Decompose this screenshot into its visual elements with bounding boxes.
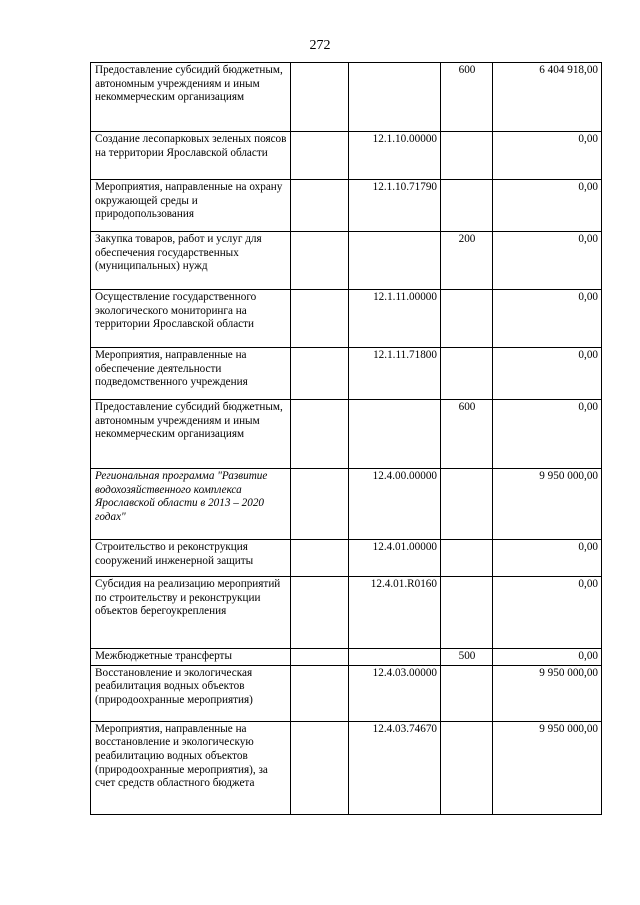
row-sum-cell: 0,00 xyxy=(493,400,602,469)
row-code-cell: 12.1.10.71790 xyxy=(349,180,441,232)
row-sum-cell: 0,00 xyxy=(493,290,602,348)
budget-table-body xyxy=(91,63,602,815)
row-type-cell xyxy=(441,180,493,232)
row-sum-cell: 9 950 000,00 xyxy=(493,469,602,540)
row-type-cell xyxy=(441,132,493,180)
row-empty-cell xyxy=(291,649,349,666)
row-sum-cell: 9 950 000,00 xyxy=(493,721,602,814)
page-number: 272 xyxy=(309,38,331,53)
row-sum-cell: 0,00 xyxy=(493,348,602,400)
row-sum-cell: 0,00 xyxy=(493,132,602,180)
row-type-cell xyxy=(441,290,493,348)
row-code-cell: 12.4.03.74670 xyxy=(349,721,441,814)
table-row xyxy=(91,348,602,400)
row-sum-cell: 0,00 xyxy=(493,232,602,290)
row-empty-cell xyxy=(291,63,349,132)
row-sum-cell: 9 950 000,00 xyxy=(493,665,602,721)
row-name-cell: Предоставление субсидий бюджетным, автономным учреждениям и иным некоммерческим организациям xyxy=(91,400,291,469)
row-type-cell: 600 xyxy=(441,63,493,132)
row-type-cell: 500 xyxy=(441,649,493,666)
table-row xyxy=(91,721,602,814)
row-sum-cell: 0,00 xyxy=(493,577,602,649)
row-empty-cell xyxy=(291,540,349,577)
table-row xyxy=(91,665,602,721)
row-code-cell: 12.1.11.00000 xyxy=(349,290,441,348)
row-name-cell: Восстановление и экологическая реабилитация водных объектов (природоохранные мероприятия) xyxy=(91,665,291,721)
row-name-cell: Мероприятия, направленные на охрану окружающей среды и природопользования xyxy=(91,180,291,232)
row-type-cell xyxy=(441,540,493,577)
budget-table xyxy=(90,62,602,815)
table-row xyxy=(91,180,602,232)
table-row xyxy=(91,649,602,666)
table-row xyxy=(91,577,602,649)
row-name-cell: Предоставление субсидий бюджетным, автономным учреждениям и иным некоммерческим организациям xyxy=(91,63,291,132)
row-empty-cell xyxy=(291,348,349,400)
row-code-cell xyxy=(349,232,441,290)
row-sum-cell: 0,00 xyxy=(493,180,602,232)
row-name-cell: Региональная программа "Развитие водохозяйственного комплекса Ярославской области в 2013 – 2020 годах" xyxy=(91,469,291,540)
row-name-cell: Субсидия на реализацию мероприятий по строительству и реконструкции объектов берегоукрепления xyxy=(91,577,291,649)
row-type-cell: 200 xyxy=(441,232,493,290)
table-row xyxy=(91,63,602,132)
row-name-cell: Межбюджетные трансферты xyxy=(91,649,291,666)
table-row xyxy=(91,540,602,577)
row-type-cell xyxy=(441,577,493,649)
row-type-cell xyxy=(441,469,493,540)
row-type-cell xyxy=(441,721,493,814)
table-row xyxy=(91,132,602,180)
row-sum-cell: 0,00 xyxy=(493,649,602,666)
row-empty-cell xyxy=(291,721,349,814)
table-row xyxy=(91,290,602,348)
row-code-cell: 12.1.10.00000 xyxy=(349,132,441,180)
row-name-cell: Мероприятия, направленные на обеспечение деятельности подведомственного учреждения xyxy=(91,348,291,400)
row-code-cell xyxy=(349,63,441,132)
row-empty-cell xyxy=(291,665,349,721)
row-empty-cell xyxy=(291,400,349,469)
row-code-cell xyxy=(349,649,441,666)
row-code-cell: 12.4.01.00000 xyxy=(349,540,441,577)
row-name-cell: Закупка товаров, работ и услуг для обеспечения государственных (муниципальных) нужд xyxy=(91,232,291,290)
row-empty-cell xyxy=(291,290,349,348)
row-empty-cell xyxy=(291,180,349,232)
row-name-cell: Создание лесопарковых зеленых поясов на территории Ярославской области xyxy=(91,132,291,180)
row-empty-cell xyxy=(291,232,349,290)
row-type-cell: 600 xyxy=(441,400,493,469)
row-code-cell: 12.1.11.71800 xyxy=(349,348,441,400)
row-name-cell: Осуществление государственного экологического мониторинга на территории Ярославской области xyxy=(91,290,291,348)
row-name-cell: Мероприятия, направленные на восстановление и экологическую реабилитацию водных объектов (природоохранные мероприятия), за счет средств областного бюджета xyxy=(91,721,291,814)
row-code-cell: 12.4.00.00000 xyxy=(349,469,441,540)
table-row xyxy=(91,469,602,540)
table-row xyxy=(91,400,602,469)
row-empty-cell xyxy=(291,132,349,180)
row-code-cell: 12.4.01.R0160 xyxy=(349,577,441,649)
row-sum-cell: 0,00 xyxy=(493,540,602,577)
row-empty-cell xyxy=(291,469,349,540)
row-sum-cell: 6 404 918,00 xyxy=(493,63,602,132)
row-code-cell: 12.4.03.00000 xyxy=(349,665,441,721)
row-code-cell xyxy=(349,400,441,469)
row-type-cell xyxy=(441,348,493,400)
row-type-cell xyxy=(441,665,493,721)
table-row xyxy=(91,232,602,290)
row-name-cell: Строительство и реконструкция сооружений инженерной защиты xyxy=(91,540,291,577)
row-empty-cell xyxy=(291,577,349,649)
